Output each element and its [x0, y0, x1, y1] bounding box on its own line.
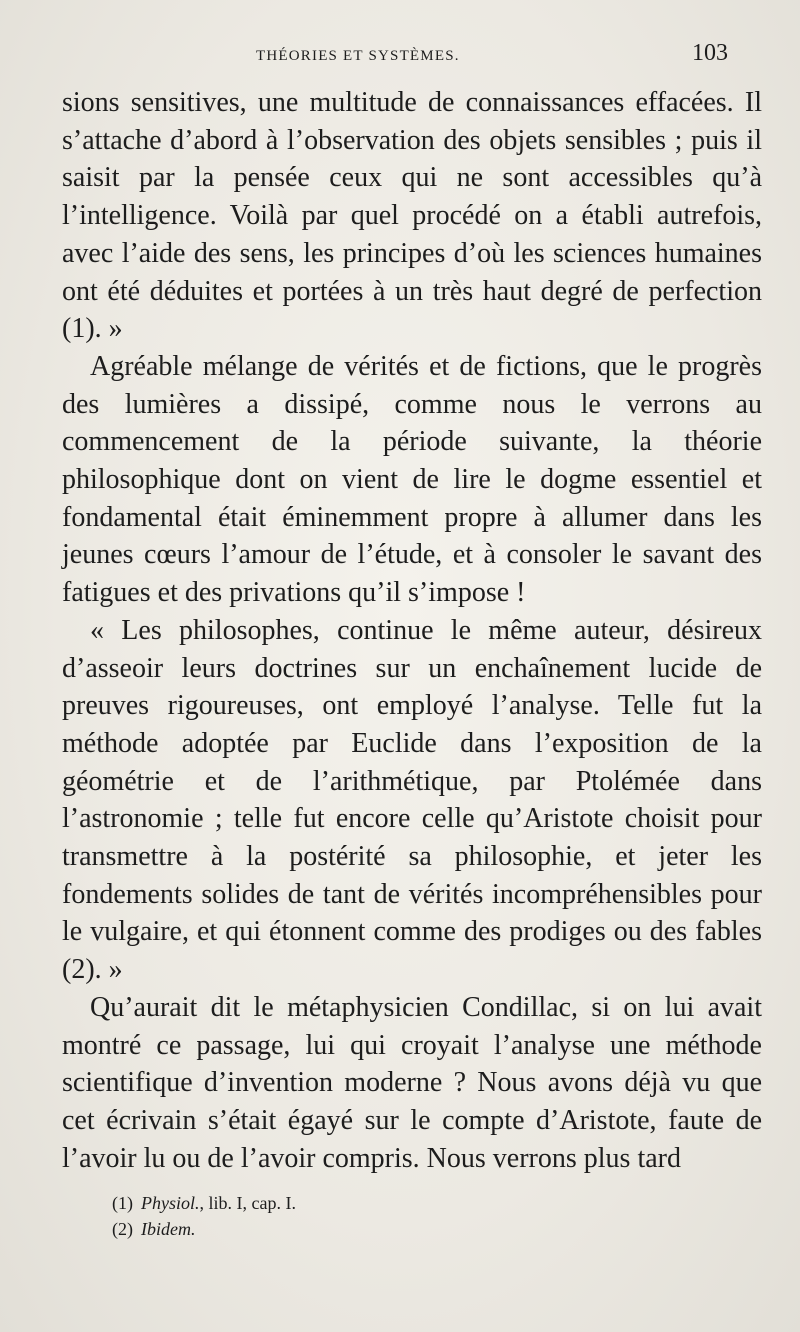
footnote-number: (2): [112, 1219, 133, 1239]
running-title: THÉORIES ET SYSTÈMES.: [256, 48, 460, 64]
footnote: [112, 1190, 296, 1216]
paragraph: Agréable mélange de vérités et de fictions, que le progrès des lumières a dissipé, comme nous le verrons au commencement de la période suivante, la théorie philosophique dont on vient de lire le dogme essentiel et fondamental était éminemment propre à allumer dans les jeunes cœurs l’amour de l’étude, et à consoler le savant des fatigues et des privations qu’il s’impose !: [62, 350, 762, 609]
footnote: [112, 1216, 296, 1242]
body-text: [62, 84, 762, 1177]
paragraph: Qu’aurait dit le métaphysicien Condillac, si on lui avait montré ce passage, lui qui croyait l’analyse une méthode scientifique d’invention moderne ? Nous avons déjà vu que cet écrivain s’était égayé sur le compte d’Aristote, faute de l’avoir lu ou de l’avoir compris. Nous verrons plus tard: [62, 991, 762, 1174]
page-number: 103: [692, 40, 728, 66]
footnote-source: Ibidem.: [141, 1219, 196, 1239]
footnotes: [112, 1190, 296, 1242]
footnote-source: Physiol.: [141, 1193, 200, 1213]
footnote-number: (1): [112, 1193, 133, 1213]
paragraph-quotation: « Les philosophes, continue le même auteur, désireux d’asseoir leurs doctrines sur un enchaînement lucide de preuves rigoureuses, ont employé l’analyse. Telle fut la méthode adoptée par Euclide dans l’exposition de la géométrie et de l’arithmétique, par Ptolémée dans l’astronomie ; telle fut encore celle qu’Aristote choisit pour transmettre à la postérité sa philosophie, et jeter les fondements solides de tant de vérités incompréhensibles pour le vulgaire, et qui étonnent comme des prodiges ou des fables (2). »: [62, 614, 762, 986]
paragraph-continued: sions sensitives, une multitude de connaissances effacées. Il s’attache d’abord à l’observation des objets sensibles ; puis il saisit par la pensée ceux qui ne sont accessibles qu’à l’intelligence. Voilà par quel procédé on a établi autrefois, avec l’aide des sens, les principes d’où les sciences humaines ont été déduites et portées à un très haut degré de perfection (1). »: [62, 87, 762, 345]
footnote-reference: , lib. I, cap. I.: [199, 1193, 296, 1213]
